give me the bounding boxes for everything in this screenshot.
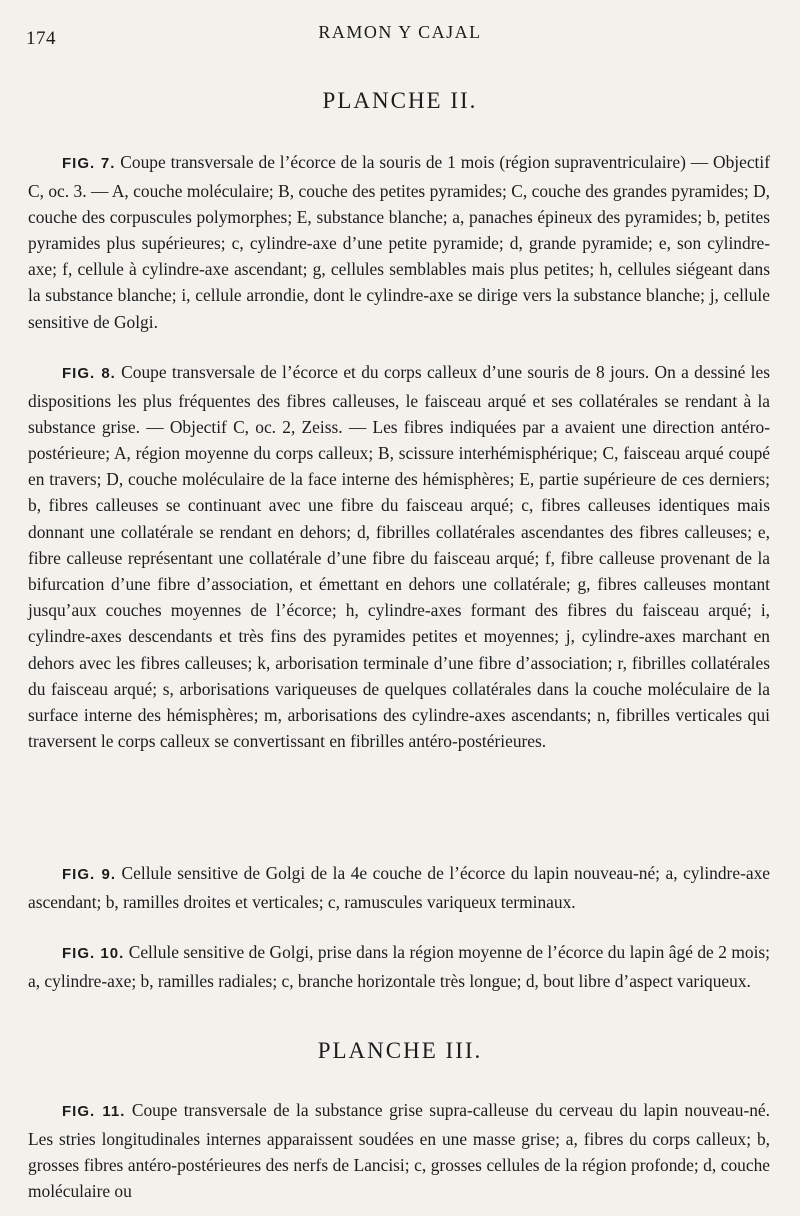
figure-7-label: FIG. 7. — [62, 155, 116, 173]
figure-8-caption — [28, 359, 770, 754]
figure-9-caption — [28, 860, 770, 914]
figure-11-caption — [28, 1097, 770, 1204]
figure-10-caption — [28, 939, 770, 993]
figure-7-caption — [28, 149, 770, 334]
plate-ii-title: PLANCHE II. — [322, 88, 478, 113]
figure-10-text: Cellule sensitive de Golgi, prise dans la région moyenne de l’écorce du lapin âgé de 2 mois; a, cylindre-axe; b, ramilles radiales; c, branche horizontale très longue; d, bout libre d’aspect variqueux. — [28, 942, 770, 991]
running-title: RAMON Y CAJAL — [318, 22, 482, 42]
figure-10-label: FIG. 10. — [62, 945, 125, 963]
figure-8-label: FIG. 8. — [62, 365, 116, 383]
figure-11-text: Coupe transversale de la substance grise supra-calleuse du cerveau du lapin nouveau-né. Les stries longitudinales internes apparaissent soudées en une masse grise; a, fibres du corps calleux; b, grosses fibres antéro-postérieures des nerfs de Lancisi; c, grosses cellules de la région profonde; d, couche moléculaire ou — [28, 1100, 770, 1201]
figure-9-label: FIG. 9. — [62, 866, 117, 884]
running-head — [0, 22, 800, 49]
figure-9-text: Cellule sensitive de Golgi de la 4e couche de l’écorce du lapin nouveau-né; a, cylindre-axe ascendant; b, ramilles droites et verticales; c, ramuscules variqueux terminaux. — [28, 863, 770, 912]
figure-8-text: Coupe transversale de l’écorce et du corps calleux d’une souris de 8 jours. On a dessiné les dispositions les plus fréquentes des fibres calleuses, le faisceau arqué et ses collatérales se rendant à la substance grise. — Objectif C, oc. 2, Zeiss. — Les fibres indiquées par a avaient une direction antéro-postérieure; A, région moyenne du corps calleux; B, scissure interhémisphérique; C, faisceau arqué coupé en travers; D, couche moléculaire de la face interne des hémisphères; E, partie supérieure de ces derniers; b, fibres calleuses se continuant avec une fibre du faisceau arqué; c, fibres calleuses identiques mais donnant une collatérale se rendant en dehors; d, fibrilles collatérales ascendantes des fibres calleuses; e, fibre calleuse représentant une collatérale d’une fibre du faisceau arqué; f, fibre calleuse provenant de la bifurcation d’une fibre d’association, et émettant en dehors une collatérale; g, fibres calleuses montant jusqu’aux couches moyennes de l’écorce; h, cylindre-axes formant des fibres du faisceau arqué; i, cylindre-axes descendants et très fins des pyramides petites et moyennes; j, cylindre-axes marchant en dehors avec les fibres calleuses; k, arborisation terminale d’une fibre d’association; r, fibrilles collatérales du faisceau arqué; s, arborisations variqueuses de quelques collatérales dans la couche moléculaire de la surface interne des hémisphères; m, arborisations des cylindre-axes ascendants; n, fibrilles verticales qui traversent le corps calleux se convertissant en fibrilles antéro-postérieures. — [28, 362, 770, 752]
figure-11-label: FIG. 11. — [62, 1103, 126, 1121]
page-number: 174 — [26, 28, 56, 49]
plate-iii-title: PLANCHE III. — [317, 1038, 483, 1063]
figure-7-text: Coupe transversale de l’écorce de la souris de 1 mois (région supraventriculaire) — Objectif C, oc. 3. — A, couche moléculaire; B, couche des petites pyramides; C, couche des grandes pyramides; D, couche des corpuscules polymorphes; E, substance blanche; a, panaches épineux des pyramides; b, petites pyramides plus supérieures; c, cylindre-axe d’une petite pyramide; d, grande pyramide; e, son cylindre-axe; f, cellule à cylindre-axe ascendant; g, cellules semblables mais plus petites; h, cellules siégeant dans la substance blanche; i, cellule arrondie, dont le cylindre-axe se dirige vers la substance blanche; j, cellule sensitive de Golgi. — [28, 152, 771, 332]
